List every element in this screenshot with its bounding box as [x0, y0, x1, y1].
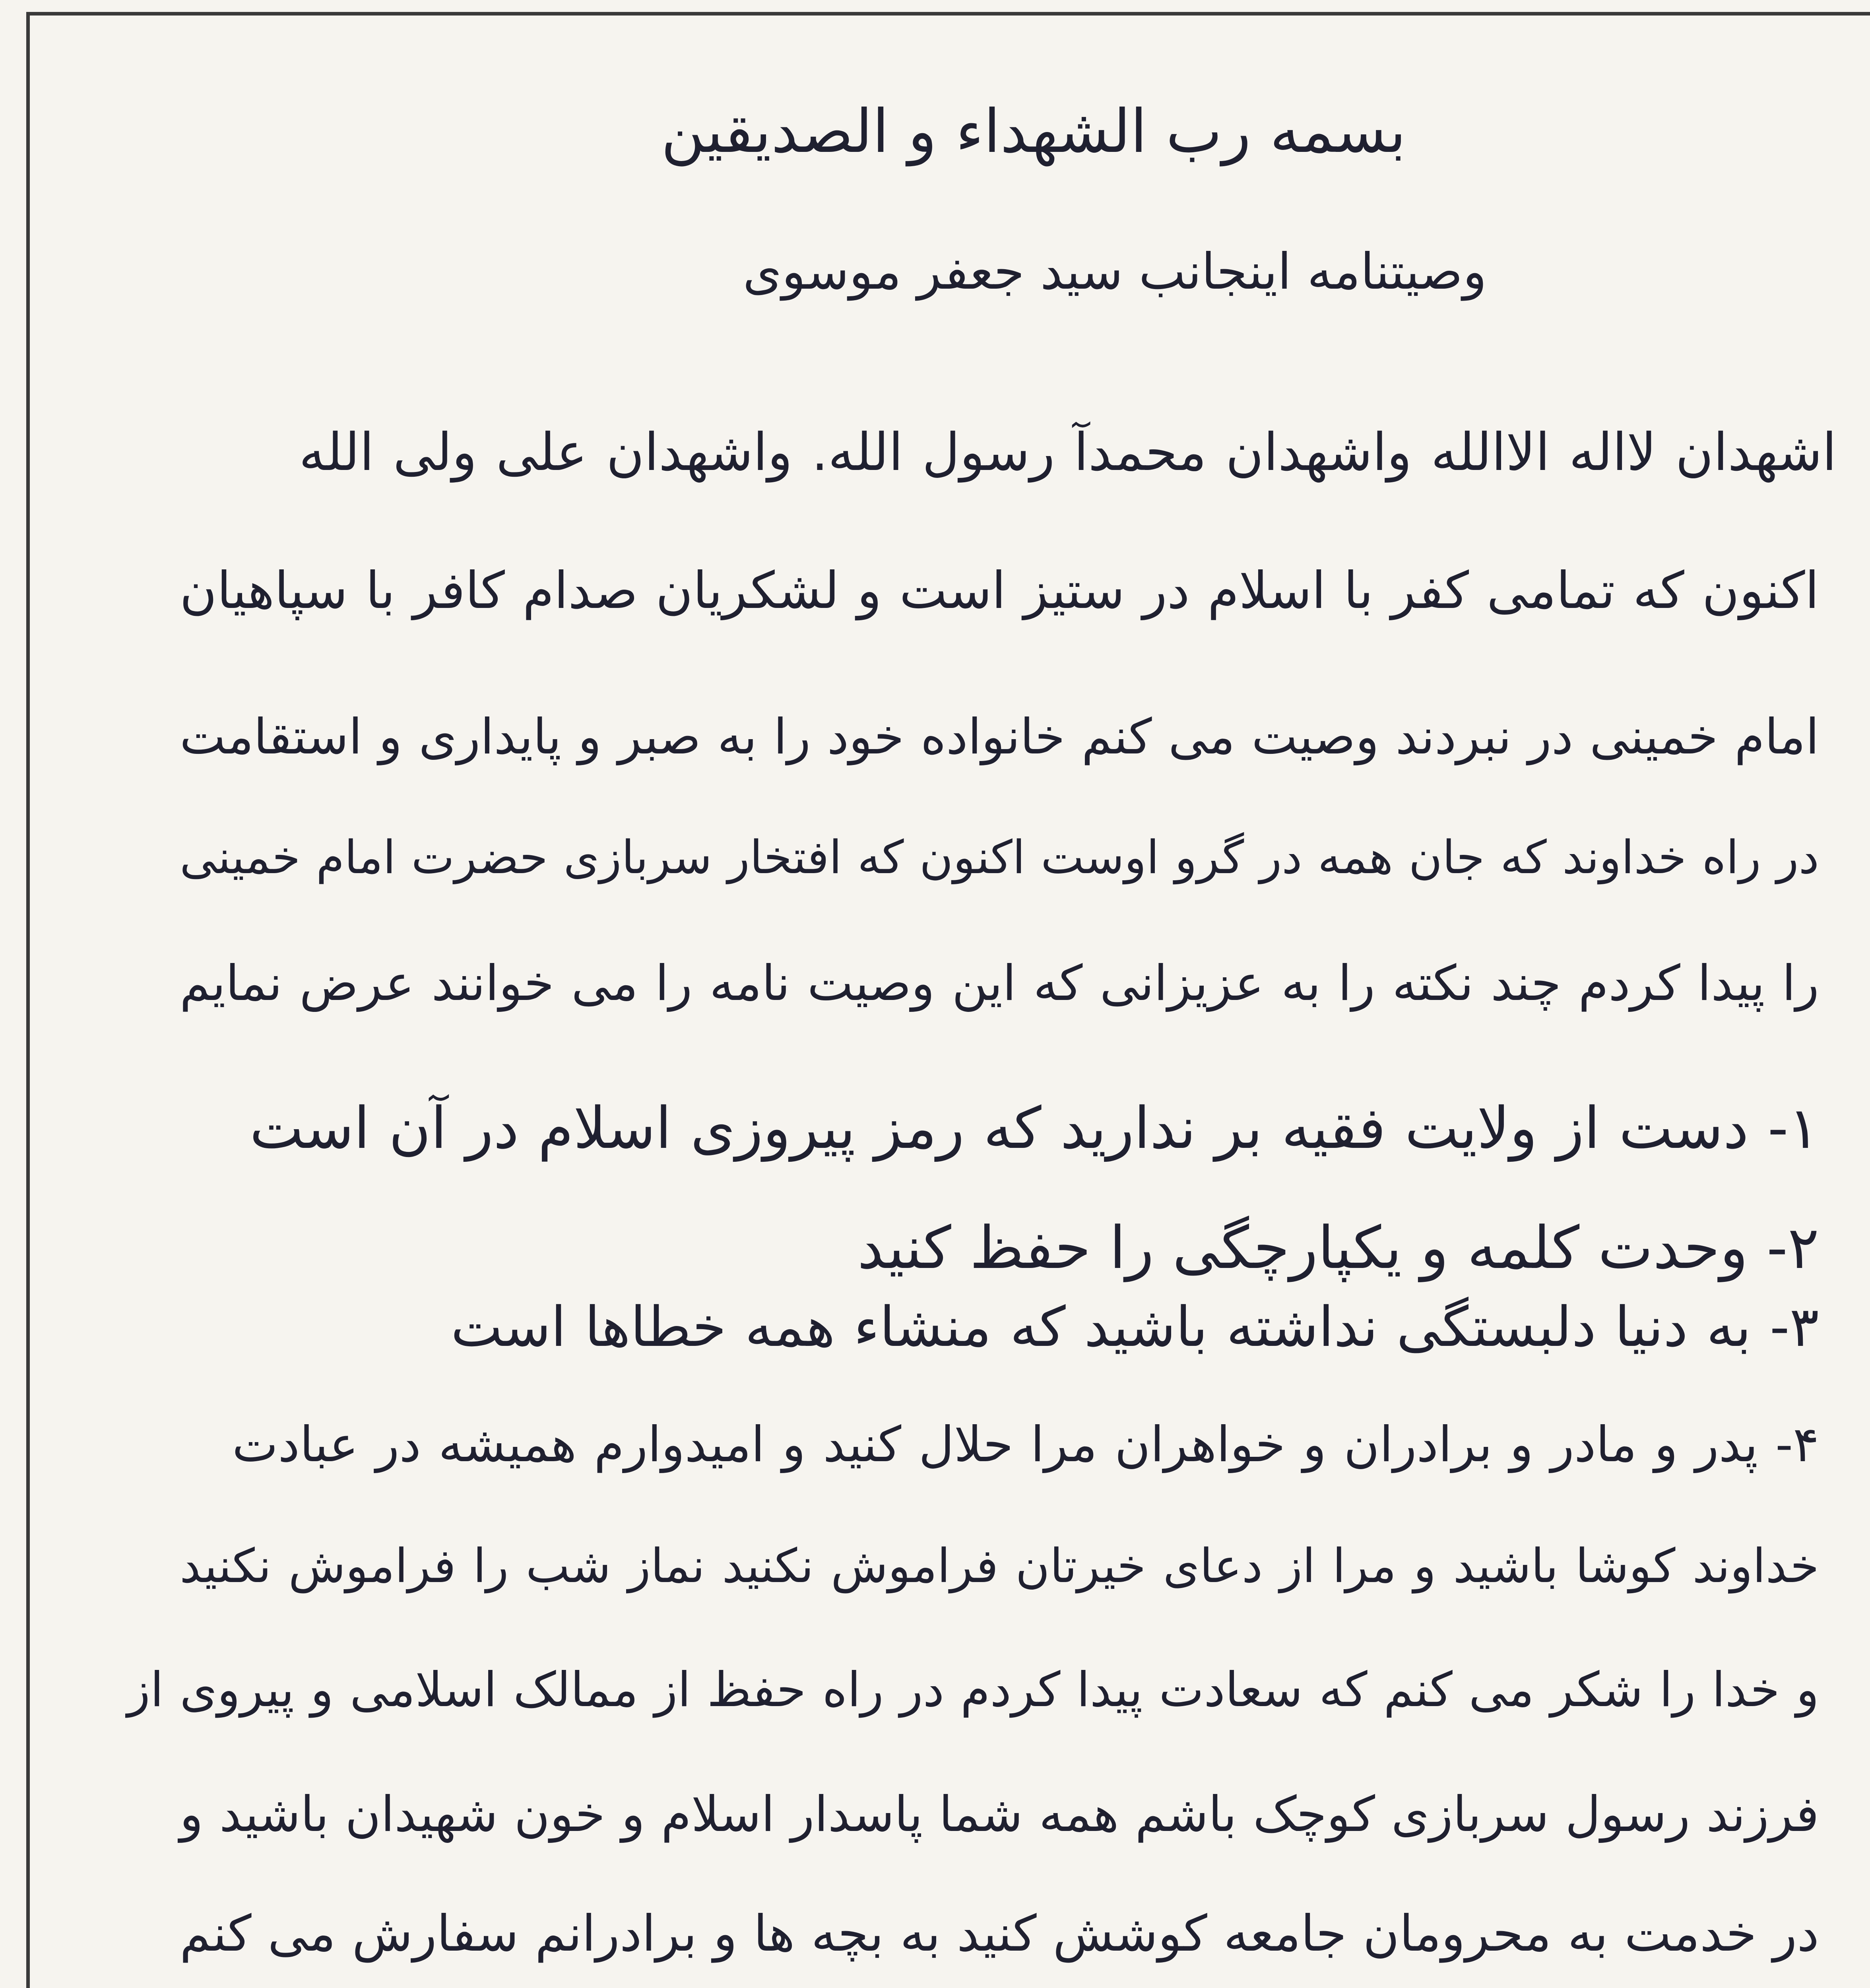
point-4: ۴- پدر و مادر و برادران و خواهران مرا حلال کنید و امیدوارم همیشه در عبادت — [232, 1416, 1819, 1473]
point-3: ۳- به دنیا دلبستگی نداشته باشید که منشاء همه خطاها است — [451, 1295, 1819, 1359]
body-line: فرزند رسول سربازی کوچک باشم همه شما پاسدار اسلام و خون شهیدان باشید و — [180, 1786, 1819, 1842]
body-line: و خدا را شکر می کنم که سعادت پیدا کردم در راه حفظ از ممالک اسلامی و پیروی از — [127, 1662, 1819, 1718]
body-line: در راه خداوند که جان همه در گرو اوست اکنون که افتخار سربازی حضرت امام خمینی — [180, 831, 1819, 884]
testimony-line: اشهدان لااله الاالله واشهدان محمدآ رسول الله. واشهدان علی ولی الله — [299, 422, 1837, 482]
body-line: را پیدا کردم چند نکته را به عزیزانی که این وصیت نامه را می خوانند عرض نمایم — [180, 955, 1819, 1011]
body-line: امام خمینی در نبردند وصیت می کنم خانواده خود را به صبر و پایداری و استقامت — [180, 708, 1819, 765]
will-heading: بسمه رب الشهداء و الصدیقین — [661, 97, 1406, 166]
body-line: خداوند کوشا باشید و مرا از دعای خیرتان فراموش نکنید نماز شب را فراموش نکنید — [180, 1539, 1819, 1593]
point-1: ۱- دست از ولایت فقیه بر ندارید که رمز پیروزی اسلام در آن است — [250, 1095, 1819, 1161]
will-subheading: وصیتنامه اینجانب سید جعفر موسوی — [743, 243, 1487, 301]
body-line: اکنون که تمامی کفر با اسلام در ستیز است و لشکریان صدام کافر با سپاهیان — [180, 561, 1819, 620]
body-line: در خدمت به محرومان جامعه کوشش کنید به بچه ها و برادرانم سفارش می کنم — [180, 1905, 1819, 1963]
point-2: ۲- وحدت کلمه و یکپارچگی را حفظ کنید — [857, 1214, 1819, 1282]
